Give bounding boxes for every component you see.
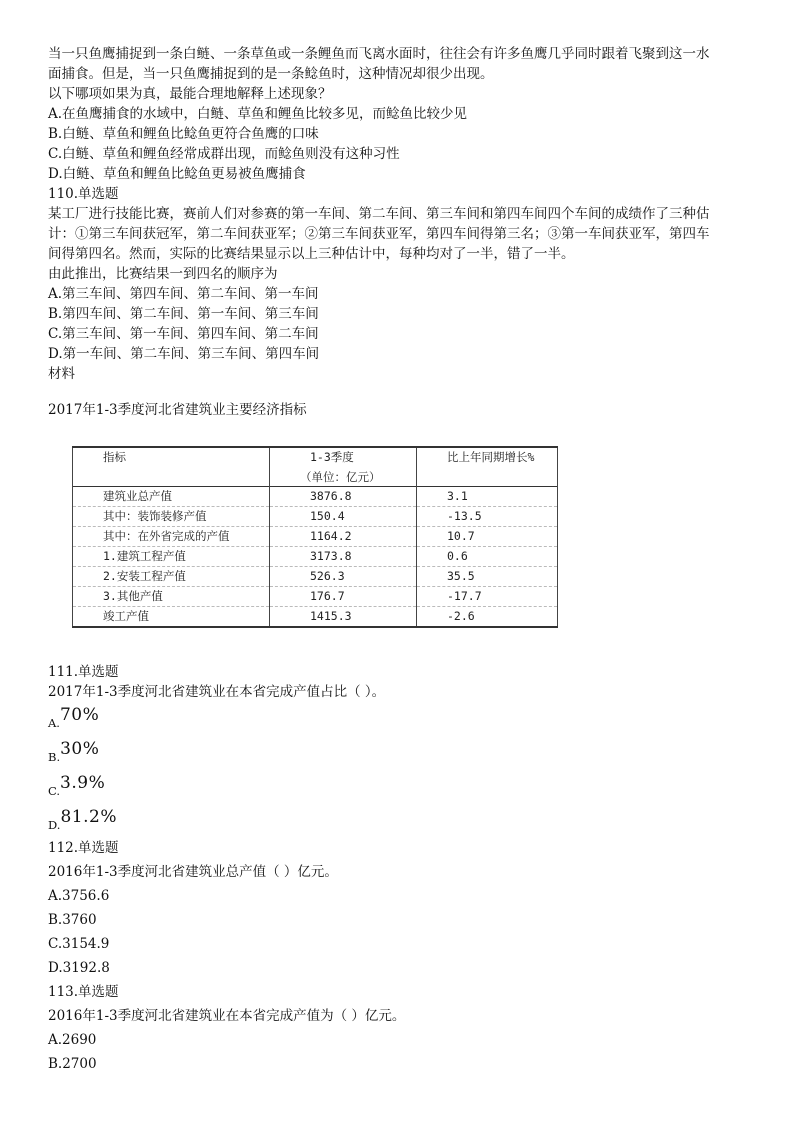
- table-cell: 1164.2: [270, 527, 417, 547]
- question-prompt: 以下哪项如果为真，最能合理地解释上述现象？: [48, 86, 332, 102]
- option-value: 30%: [60, 739, 100, 759]
- question-stem-line: 计：①第三车间获冠军，第二车间获亚军；②第三车间获亚军，第四车间得第三名；③第一车间获亚军，第四车: [48, 226, 710, 242]
- option-value: 3.9%: [60, 773, 106, 793]
- option-d: [48, 804, 758, 838]
- data-table: [72, 446, 558, 628]
- option-a: A.3756.6: [48, 888, 110, 904]
- option-d: D.第一车间、第二车间、第三车间、第四车间: [48, 346, 320, 362]
- table-cell: -13.5: [417, 507, 558, 527]
- option-a: A.第三车间、第四车间、第二车间、第一车间: [48, 286, 319, 302]
- table-cell: 0.6: [417, 547, 558, 567]
- header-unit: （单位：亿元）: [270, 468, 417, 487]
- table-cell: 3173.8: [270, 547, 417, 567]
- option-d: D.3192.8: [48, 960, 110, 976]
- data-table-wrapper: [72, 446, 558, 628]
- question-109: [48, 44, 758, 184]
- option-c: C.第三车间、第一车间、第四车间、第二车间: [48, 326, 319, 342]
- table-caption: 2017年1-3季度河北省建筑业主要经济指标: [48, 402, 307, 418]
- option-b: B.第四车间、第二车间、第一车间、第三车间: [48, 306, 319, 322]
- option-d: D.白鲢、草鱼和鲤鱼比鲶鱼更易被鱼鹰捕食: [48, 166, 306, 182]
- table-row: [73, 547, 558, 567]
- table-cell: 35.5: [417, 567, 558, 587]
- question-stem-line: 面捕食。但是，当一只鱼鹰捕捉到的是一条鲶鱼时，这种情况却很少出现。: [48, 66, 494, 82]
- option-b: B.2700: [48, 1056, 97, 1072]
- table-cell: 其中：装饰装修产值: [73, 507, 270, 527]
- table-cell: 其中：在外省完成的产值: [73, 527, 270, 547]
- table-row: [73, 527, 558, 547]
- option-label: C.: [48, 784, 61, 798]
- option-b: B.白鲢、草鱼和鲤鱼比鲶鱼更符合鱼鹰的口味: [48, 126, 319, 142]
- option-b: B.3760: [48, 912, 97, 928]
- table-row: [73, 607, 558, 628]
- option-a: A.2690: [48, 1032, 97, 1048]
- question-header: 111.单选题: [48, 664, 119, 680]
- option-a: [48, 702, 758, 736]
- question-112: [48, 838, 758, 978]
- header-growth: 比上年同期增长%: [417, 447, 558, 468]
- table-cell: 10.7: [417, 527, 558, 547]
- question-stem: 2017年1-3季度河北省建筑业在本省完成产值占比（ ）。: [48, 684, 386, 700]
- table-cell: 3.1: [417, 487, 558, 507]
- table-header-row: [73, 447, 558, 468]
- table-cell: 2.安装工程产值: [73, 567, 270, 587]
- question-prompt: 由此推出，比赛结果一到四名的顺序为: [48, 266, 278, 282]
- table-cell: 3876.8: [270, 487, 417, 507]
- table-cell: -17.7: [417, 587, 558, 607]
- header-indicator: 指标: [73, 447, 270, 468]
- table-row: [73, 487, 558, 507]
- question-113: [48, 982, 758, 1074]
- table-header-row-unit: [73, 468, 558, 487]
- option-c: C.3154.9: [48, 936, 110, 952]
- question-110: [48, 184, 758, 364]
- option-value: 81.2%: [60, 807, 117, 827]
- table-cell: -2.6: [417, 607, 558, 628]
- option-a: A.在鱼鹰捕食的水域中，白鲢、草鱼和鲤鱼比较多见，而鲶鱼比较少见: [48, 106, 468, 122]
- question-header: 112.单选题: [48, 840, 119, 856]
- table-cell: 建筑业总产值: [73, 487, 270, 507]
- table-cell: 1.建筑工程产值: [73, 547, 270, 567]
- question-stem-line: 当一只鱼鹰捕捉到一条白鲢、一条草鱼或一条鲤鱼而飞离水面时，往往会有许多鱼鹰几乎同时跟着飞聚到这一水: [48, 46, 710, 62]
- page-content: [48, 44, 758, 1074]
- question-stem-line: 间得第四名。然而，实际的比赛结果显示以上三种估计中，每种均对了一半，错了一半。: [48, 246, 575, 262]
- table-cell: 176.7: [270, 587, 417, 607]
- question-stem: 2016年1-3季度河北省建筑业在本省完成产值为（ ）亿元。: [48, 1008, 406, 1024]
- table-cell: 1415.3: [270, 607, 417, 628]
- material-label: 材料: [48, 366, 75, 382]
- option-label: B.: [48, 750, 61, 764]
- table-cell: 526.3: [270, 567, 417, 587]
- option-b: [48, 736, 758, 770]
- table-row: [73, 507, 558, 527]
- question-header: 110.单选题: [48, 186, 119, 202]
- option-value: 70%: [59, 705, 100, 725]
- table-row: [73, 567, 558, 587]
- table-cell: 竣工产值: [73, 607, 270, 628]
- table-row: [73, 587, 558, 607]
- question-111: [48, 662, 758, 838]
- question-stem: 2016年1-3季度河北省建筑业总产值（ ）亿元。: [48, 864, 338, 880]
- header-q1-3: 1-3季度: [270, 447, 417, 468]
- table-cell: 3.其他产值: [73, 587, 270, 607]
- material-section: [48, 364, 758, 628]
- option-c: [48, 770, 758, 804]
- question-header: 113.单选题: [48, 984, 119, 1000]
- option-label: A.: [48, 716, 60, 730]
- question-stem-line: 某工厂进行技能比赛，赛前人们对参赛的第一车间、第二车间、第三车间和第四车间四个车间的成绩作了三种估: [48, 206, 710, 222]
- option-label: D.: [48, 818, 61, 832]
- option-c: C.白鲢、草鱼和鲤鱼经常成群出现，而鲶鱼则没有这种习性: [48, 146, 400, 162]
- table-cell: 150.4: [270, 507, 417, 527]
